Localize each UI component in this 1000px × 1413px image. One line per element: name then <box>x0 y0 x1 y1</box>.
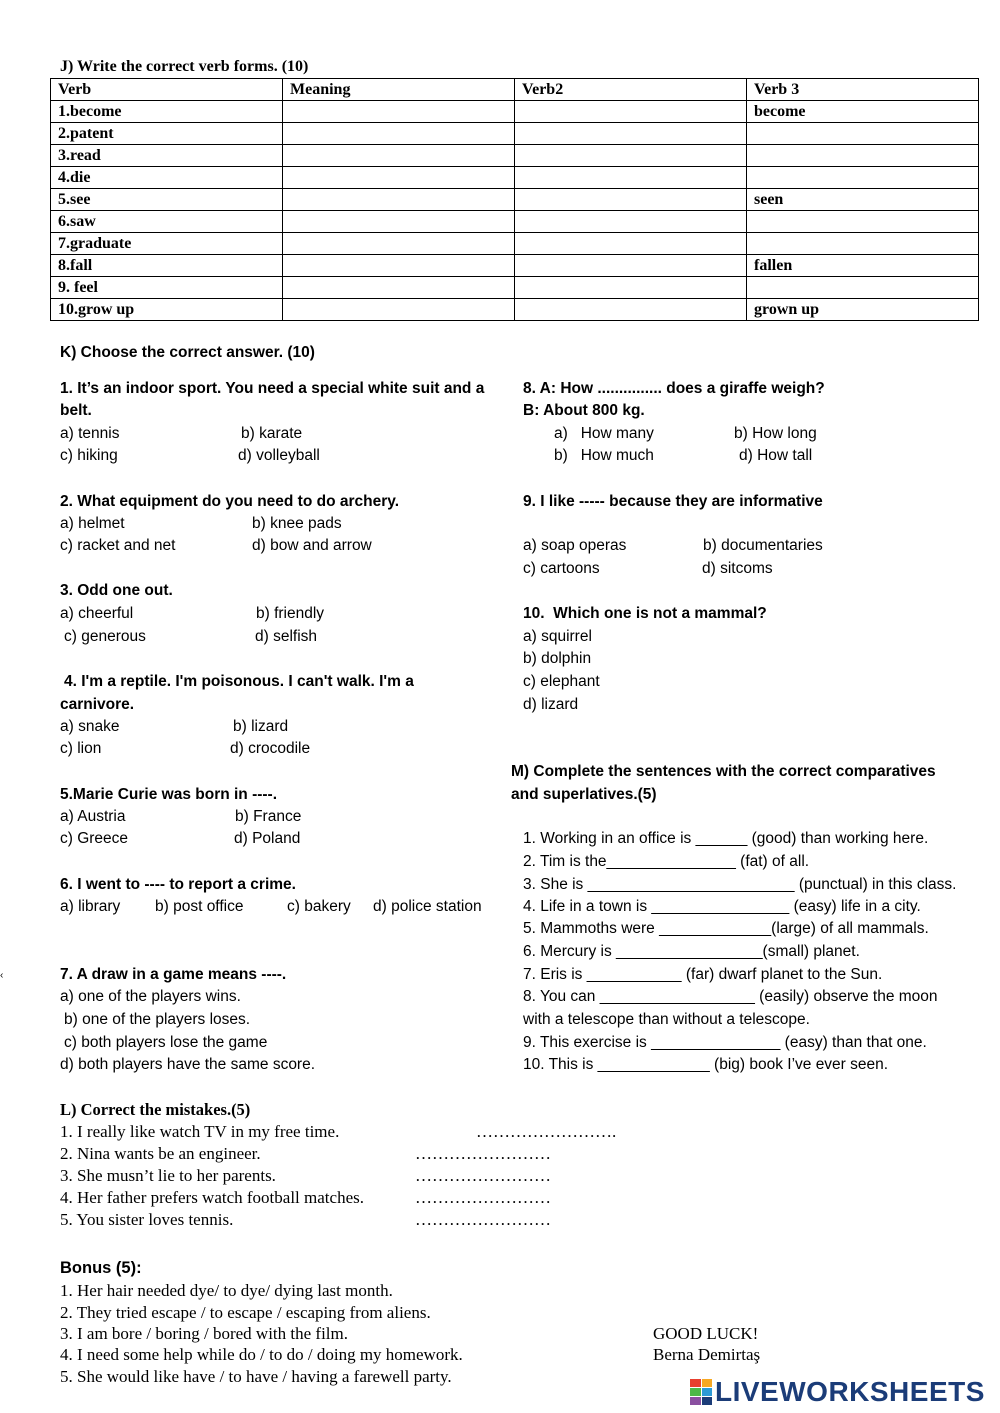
verb2-cell[interactable] <box>515 145 747 167</box>
question-7: 7. A draw in a game means ----. <box>60 966 287 983</box>
comparative-item-7[interactable]: 7. Eris is ___________ (far) dwarf planet to the Sun. <box>523 966 883 983</box>
table-row <box>51 255 979 277</box>
comparative-item-8-cont: with a telescope than without a telescope. <box>523 1011 810 1028</box>
verb3-cell: grown up <box>747 299 979 321</box>
bonus-item-5[interactable]: 5. She would like have / to have / having a farewell party. <box>60 1367 452 1386</box>
verb3-cell: fallen <box>747 255 979 277</box>
table-row <box>51 277 979 299</box>
question-10: 10. Which one is not a mammal? <box>523 605 767 622</box>
option-c[interactable]: c) generous <box>64 628 146 645</box>
option-c[interactable]: c) both players lose the game <box>64 1034 268 1051</box>
option-b[interactable]: b) documentaries <box>703 537 823 554</box>
verb2-cell[interactable] <box>515 233 747 255</box>
liveworksheets-logo-icon <box>690 1379 712 1405</box>
section-l-title: L) Correct the mistakes.(5) <box>60 1100 251 1119</box>
option-a[interactable]: a) helmet <box>60 515 125 532</box>
comparative-item-3[interactable]: 3. She is ________________________ (punctual) in this class. <box>523 876 957 893</box>
bonus-item-1[interactable]: 1. Her hair needed dye/ to dye/ dying last month. <box>60 1281 393 1300</box>
verb-cell: 3.read <box>51 145 283 167</box>
option-b[interactable]: b) How long <box>734 425 817 442</box>
option-c[interactable]: c) elephant <box>523 673 600 690</box>
bonus-title: Bonus (5): <box>60 1259 142 1277</box>
verb2-cell[interactable] <box>515 167 747 189</box>
liveworksheets-logo[interactable] <box>690 1375 985 1409</box>
verb2-cell[interactable] <box>515 255 747 277</box>
meaning-cell[interactable] <box>283 145 515 167</box>
option-b[interactable]: b) one of the players loses. <box>64 1011 251 1028</box>
question-3: 3. Odd one out. <box>60 582 173 599</box>
meaning-cell[interactable] <box>283 255 515 277</box>
option-b[interactable]: b) knee pads <box>252 515 342 532</box>
comparative-item-5[interactable]: 5. Mammoths were _____________(large) of all mammals. <box>523 920 929 937</box>
column-header: Verb2 <box>515 79 747 101</box>
table-row <box>51 123 979 145</box>
table-row <box>51 101 979 123</box>
option-d[interactable]: d) police station <box>373 898 482 915</box>
meaning-cell[interactable] <box>283 211 515 233</box>
verb-cell: 10.grow up <box>51 299 283 321</box>
mistake-sentence-3: 3. She musn’t lie to her parents. <box>60 1166 276 1185</box>
option-d[interactable]: d) crocodile <box>230 740 311 757</box>
verb-cell: 1.become <box>51 101 283 123</box>
column-header: Meaning <box>283 79 515 101</box>
verb-cell: 7.graduate <box>51 233 283 255</box>
option-d[interactable]: d) selfish <box>255 628 318 645</box>
meaning-cell[interactable] <box>283 123 515 145</box>
column-header: Verb 3 <box>747 79 979 101</box>
table-row <box>51 145 979 167</box>
question-9: 9. I like ----- because they are informative <box>523 493 823 510</box>
option-c[interactable]: c) bakery <box>287 898 351 915</box>
good-luck-text: GOOD LUCK! <box>653 1324 759 1343</box>
verb3-cell[interactable] <box>747 145 979 167</box>
option-a[interactable]: a) squirrel <box>523 628 592 645</box>
option-a[interactable]: a) cheerful <box>60 605 134 622</box>
section-k-title: K) Choose the correct answer. (10) <box>60 344 315 361</box>
section-m-title-cont: and superlatives.(5) <box>511 786 657 803</box>
comparative-item-6[interactable]: 6. Mercury is _________________(small) planet. <box>523 943 860 960</box>
option-d[interactable]: d) How tall <box>739 447 813 464</box>
meaning-cell[interactable] <box>283 101 515 123</box>
comparative-item-4[interactable]: 4. Life in a town is ________________ (easy) life in a city. <box>523 898 921 915</box>
verb-cell: 8.fall <box>51 255 283 277</box>
verb3-cell[interactable] <box>747 233 979 255</box>
option-b[interactable]: b) karate <box>241 425 303 442</box>
author-name: Berna Demirtaş <box>653 1345 761 1364</box>
meaning-cell[interactable] <box>283 189 515 211</box>
mistake-sentence-5: 5. You sister loves tennis. <box>60 1210 234 1229</box>
verb-cell: 9. feel <box>51 277 283 299</box>
comparative-item-1[interactable]: 1. Working in an office is ______ (good) than working here. <box>523 830 929 847</box>
table-row <box>51 189 979 211</box>
option-b[interactable]: b) post office <box>155 898 244 915</box>
question-8: 8. A: How ............... does a giraffe weigh? <box>523 380 825 397</box>
meaning-cell[interactable] <box>283 277 515 299</box>
verb3-cell[interactable] <box>747 123 979 145</box>
answer-blank-1[interactable]: ……………………. <box>476 1122 617 1141</box>
verb2-cell[interactable] <box>515 277 747 299</box>
option-c[interactable]: b) How much <box>554 447 654 464</box>
column-header: Verb <box>51 79 283 101</box>
option-a[interactable]: a) soap operas <box>523 537 627 554</box>
table-row <box>51 211 979 233</box>
option-b[interactable]: b) friendly <box>256 605 325 622</box>
option-d[interactable]: d) volleyball <box>238 447 320 464</box>
verb-cell: 6.saw <box>51 211 283 233</box>
option-a[interactable]: a) snake <box>60 718 120 735</box>
question-2: 2. What equipment do you need to do archery. <box>60 493 400 510</box>
verb2-cell[interactable] <box>515 123 747 145</box>
question-1-cont: belt. <box>60 402 92 419</box>
section-m-title: M) Complete the sentences with the correct comparatives <box>511 763 936 780</box>
question-1: 1. It’s an indoor sport. You need a special white suit and a <box>60 380 485 397</box>
verb-forms-table <box>50 78 979 321</box>
comparative-item-2[interactable]: 2. Tim is the_______________ (fat) of all. <box>523 853 810 870</box>
section-j-title: J) Write the correct verb forms. (10) <box>60 58 309 75</box>
verb3-cell[interactable] <box>747 277 979 299</box>
option-c[interactable]: c) hiking <box>60 447 118 464</box>
option-a[interactable]: a) library <box>60 898 121 915</box>
option-d[interactable]: d) both players have the same score. <box>60 1056 316 1073</box>
question-4: 4. I'm a reptile. I'm poisonous. I can't walk. I'm a <box>64 673 414 690</box>
option-c[interactable]: c) cartoons <box>523 560 600 577</box>
verb-cell: 2.patent <box>51 123 283 145</box>
table-header-row <box>51 79 979 101</box>
verb3-cell: seen <box>747 189 979 211</box>
option-d[interactable]: d) lizard <box>523 696 579 713</box>
question-4-cont: carnivore. <box>60 696 135 713</box>
bonus-item-4[interactable]: 4. I need some help while do / to do / doing my homework. <box>60 1345 463 1364</box>
option-a[interactable]: a) one of the players wins. <box>60 988 241 1005</box>
comparative-item-8[interactable]: 8. You can __________________ (easily) observe the moon <box>523 988 938 1005</box>
comparative-item-10[interactable]: 10. This is _____________ (big) book I’ve ever seen. <box>523 1056 889 1073</box>
question-6: 6. I went to ---- to report a crime. <box>60 876 296 893</box>
option-c[interactable]: c) racket and net <box>60 537 176 554</box>
table-row <box>51 167 979 189</box>
verb-cell: 4.die <box>51 167 283 189</box>
answer-blank-3[interactable]: …………………… <box>415 1166 551 1185</box>
comparative-item-9[interactable]: 9. This exercise is _______________ (easy) than that one. <box>523 1034 927 1051</box>
option-c[interactable]: c) lion <box>60 740 102 757</box>
answer-blank-5[interactable]: …………………… <box>415 1210 551 1229</box>
option-c[interactable]: c) Greece <box>60 830 129 847</box>
bonus-item-3[interactable]: 3. I am bore / boring / bored with the film. <box>60 1324 348 1343</box>
option-a[interactable]: a) Austria <box>60 808 126 825</box>
option-d[interactable]: d) sitcoms <box>702 560 773 577</box>
option-a[interactable]: a) How many <box>554 425 654 442</box>
verb3-cell: become <box>747 101 979 123</box>
mistake-sentence-2: 2. Nina wants be an engineer. <box>60 1144 261 1163</box>
answer-blank-4[interactable]: …………………… <box>415 1188 551 1207</box>
meaning-cell[interactable] <box>283 167 515 189</box>
meaning-cell[interactable] <box>283 299 515 321</box>
edge-mark: ‹ <box>0 970 4 981</box>
logo-text: LIVEWORKSHEETS <box>715 1376 985 1407</box>
verb2-cell[interactable] <box>515 189 747 211</box>
option-a[interactable]: a) tennis <box>60 425 120 442</box>
question-5: 5.Marie Curie was born in ----. <box>60 786 278 803</box>
meaning-cell[interactable] <box>283 233 515 255</box>
option-b[interactable]: b) dolphin <box>523 650 592 667</box>
table-row <box>51 233 979 255</box>
verb2-cell[interactable] <box>515 211 747 233</box>
verb3-cell[interactable] <box>747 167 979 189</box>
question-8-cont: B: About 800 kg. <box>523 402 645 419</box>
verb3-cell[interactable] <box>747 211 979 233</box>
verb-cell: 5.see <box>51 189 283 211</box>
option-d[interactable]: d) bow and arrow <box>252 537 372 554</box>
option-d[interactable]: d) Poland <box>234 830 301 847</box>
answer-blank-2[interactable]: …………………… <box>415 1144 551 1163</box>
option-b[interactable]: b) lizard <box>233 718 289 735</box>
option-b[interactable]: b) France <box>235 808 302 825</box>
verb2-cell[interactable] <box>515 101 747 123</box>
mistake-sentence-1: 1. I really like watch TV in my free time. <box>60 1122 340 1141</box>
bonus-item-2[interactable]: 2. They tried escape / to escape / escaping from aliens. <box>60 1303 431 1322</box>
table-row <box>51 299 979 321</box>
mistake-sentence-4: 4. Her father prefers watch football matches. <box>60 1188 364 1207</box>
verb2-cell[interactable] <box>515 299 747 321</box>
